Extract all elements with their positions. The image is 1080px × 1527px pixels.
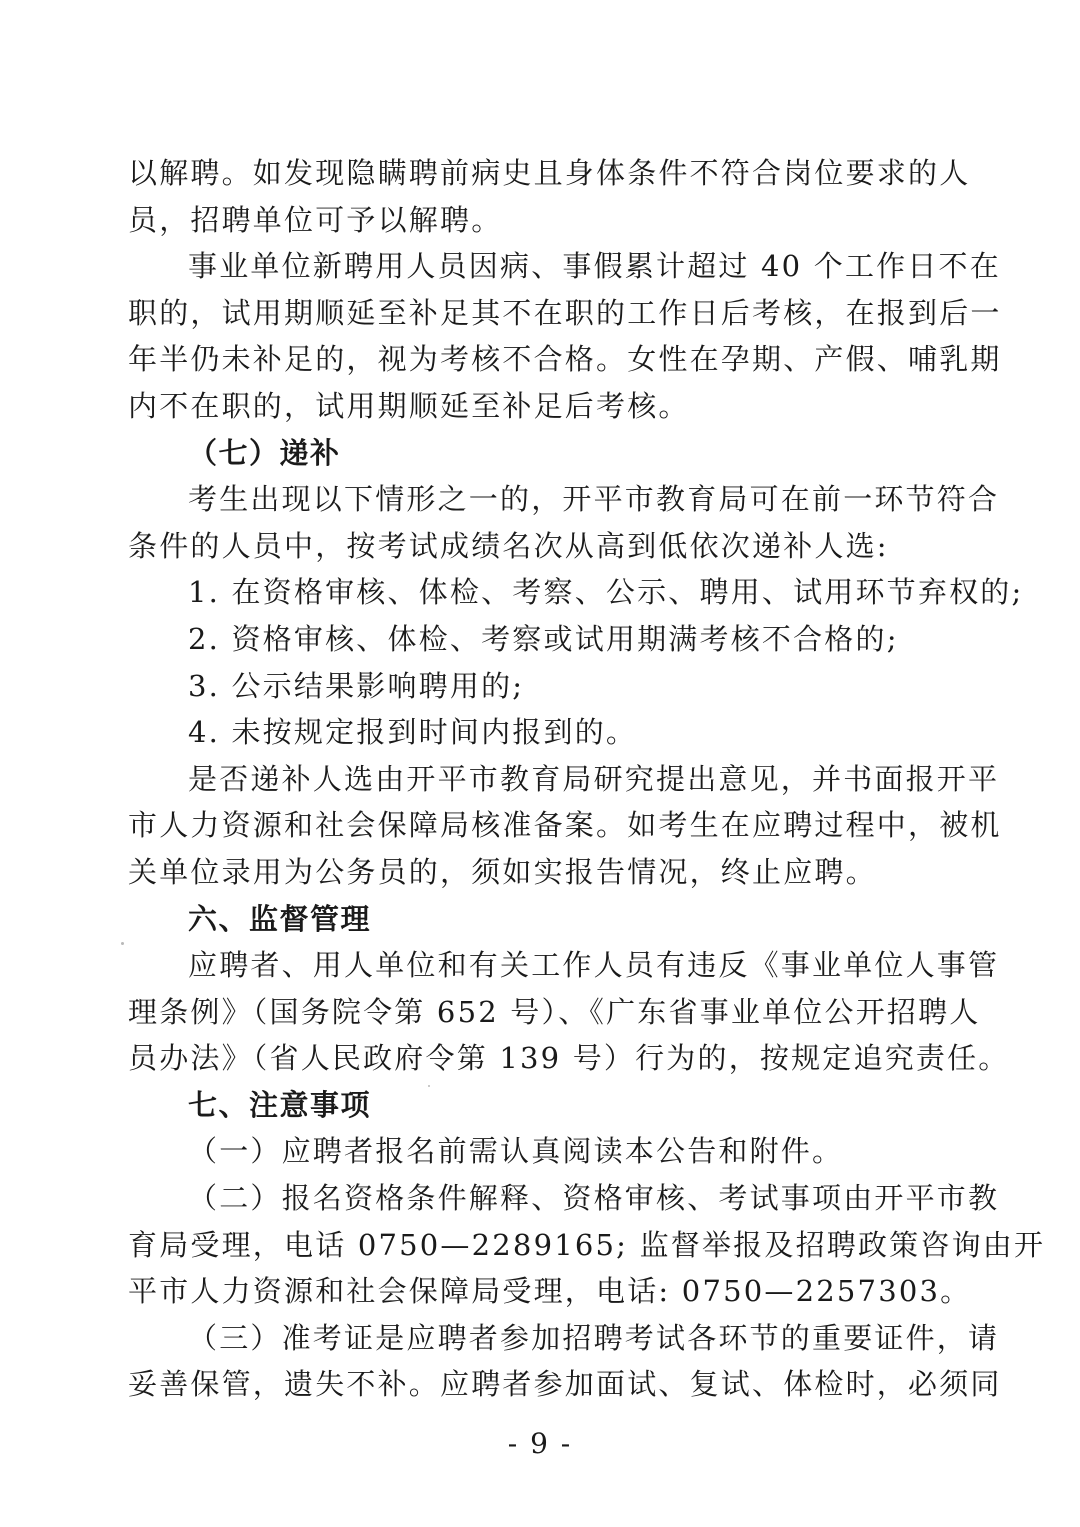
- paragraph-line: 条件的人员中，按考试成绩名次从高到低依次递补人选:: [128, 528, 889, 563]
- paragraph-line: （一）应聘者报名前需认真阅读本公告和附件。: [188, 1134, 844, 1169]
- list-item: 4. 未按规定报到时间内报到的。: [188, 715, 638, 750]
- paragraph-line: 应聘者、用人单位和有关工作人员有违反《事业单位人事管: [188, 948, 1000, 983]
- paragraph-line: 年半仍未补足的，视为考核不合格。女性在孕期、产假、哺乳期: [128, 342, 1002, 377]
- list-item: 2. 资格审核、体检、考察或试用期满考核不合格的;: [188, 621, 899, 656]
- paragraph-line: 事业单位新聘用人员因病、事假累计超过 40 个工作日不在: [188, 249, 1001, 284]
- paragraph-line: 员，招聘单位可予以解聘。: [128, 202, 503, 237]
- paragraph-line: 以解聘。如发现隐瞒聘前病史且身体条件不符合岗位要求的人: [128, 156, 971, 190]
- scan-speck: [121, 942, 124, 945]
- paragraph-line: 市人力资源和社会保障局核准备案。如考生在应聘过程中，被机: [128, 808, 1002, 843]
- paragraph-line: （三）准考证是应聘者参加招聘考试各环节的重要证件，请: [188, 1320, 1000, 1355]
- paragraph-line: 考生出现以下情形之一的，开平市教育局可在前一环节符合: [188, 482, 1000, 517]
- section-heading: 六、监督管理: [188, 901, 372, 936]
- paragraph-line: 是否递补人选由开平市教育局研究提出意见，并书面报开平: [188, 761, 1000, 796]
- paragraph-line: 内不在职的，试用期顺延至补足后考核。: [128, 388, 690, 423]
- paragraph-line: 平市人力资源和社会保障局受理，电话: 0750—2257303。: [128, 1274, 972, 1309]
- page-number: - 9 -: [507, 1427, 573, 1460]
- section-heading: （七）递补: [188, 435, 341, 470]
- paragraph-line: 关单位录用为公务员的，须如实报告情况，终止应聘。: [128, 854, 877, 889]
- section-heading: 七、注意事项: [188, 1087, 372, 1122]
- paragraph-line: 育局受理，电话 0750—2289165; 监督举报及招聘政策咨询由开: [128, 1227, 1046, 1262]
- paragraph-line: 职的，试用期顺延至补足其不在职的工作日后考核，在报到后一: [128, 295, 1002, 330]
- list-item: 3. 公示结果影响聘用的;: [188, 668, 525, 703]
- paragraph-line: （二）报名资格条件解释、资格审核、考试事项由开平市教: [188, 1181, 1000, 1216]
- paragraph-line: 理条例》（国务院令第 652 号）、《广东省事业单位公开招聘人: [128, 994, 981, 1029]
- paragraph-line: 员办法》（省人民政府令第 139 号）行为的，按规定追究责任。: [128, 1041, 1010, 1076]
- paragraph-line: 妥善保管，遗失不补。应聘者参加面试、复试、体检时，必须同: [128, 1367, 1002, 1402]
- list-item: 1. 在资格审核、体检、考察、公示、聘用、试用环节弃权的;: [188, 575, 1024, 610]
- body-text: [128, 150, 1046, 1408]
